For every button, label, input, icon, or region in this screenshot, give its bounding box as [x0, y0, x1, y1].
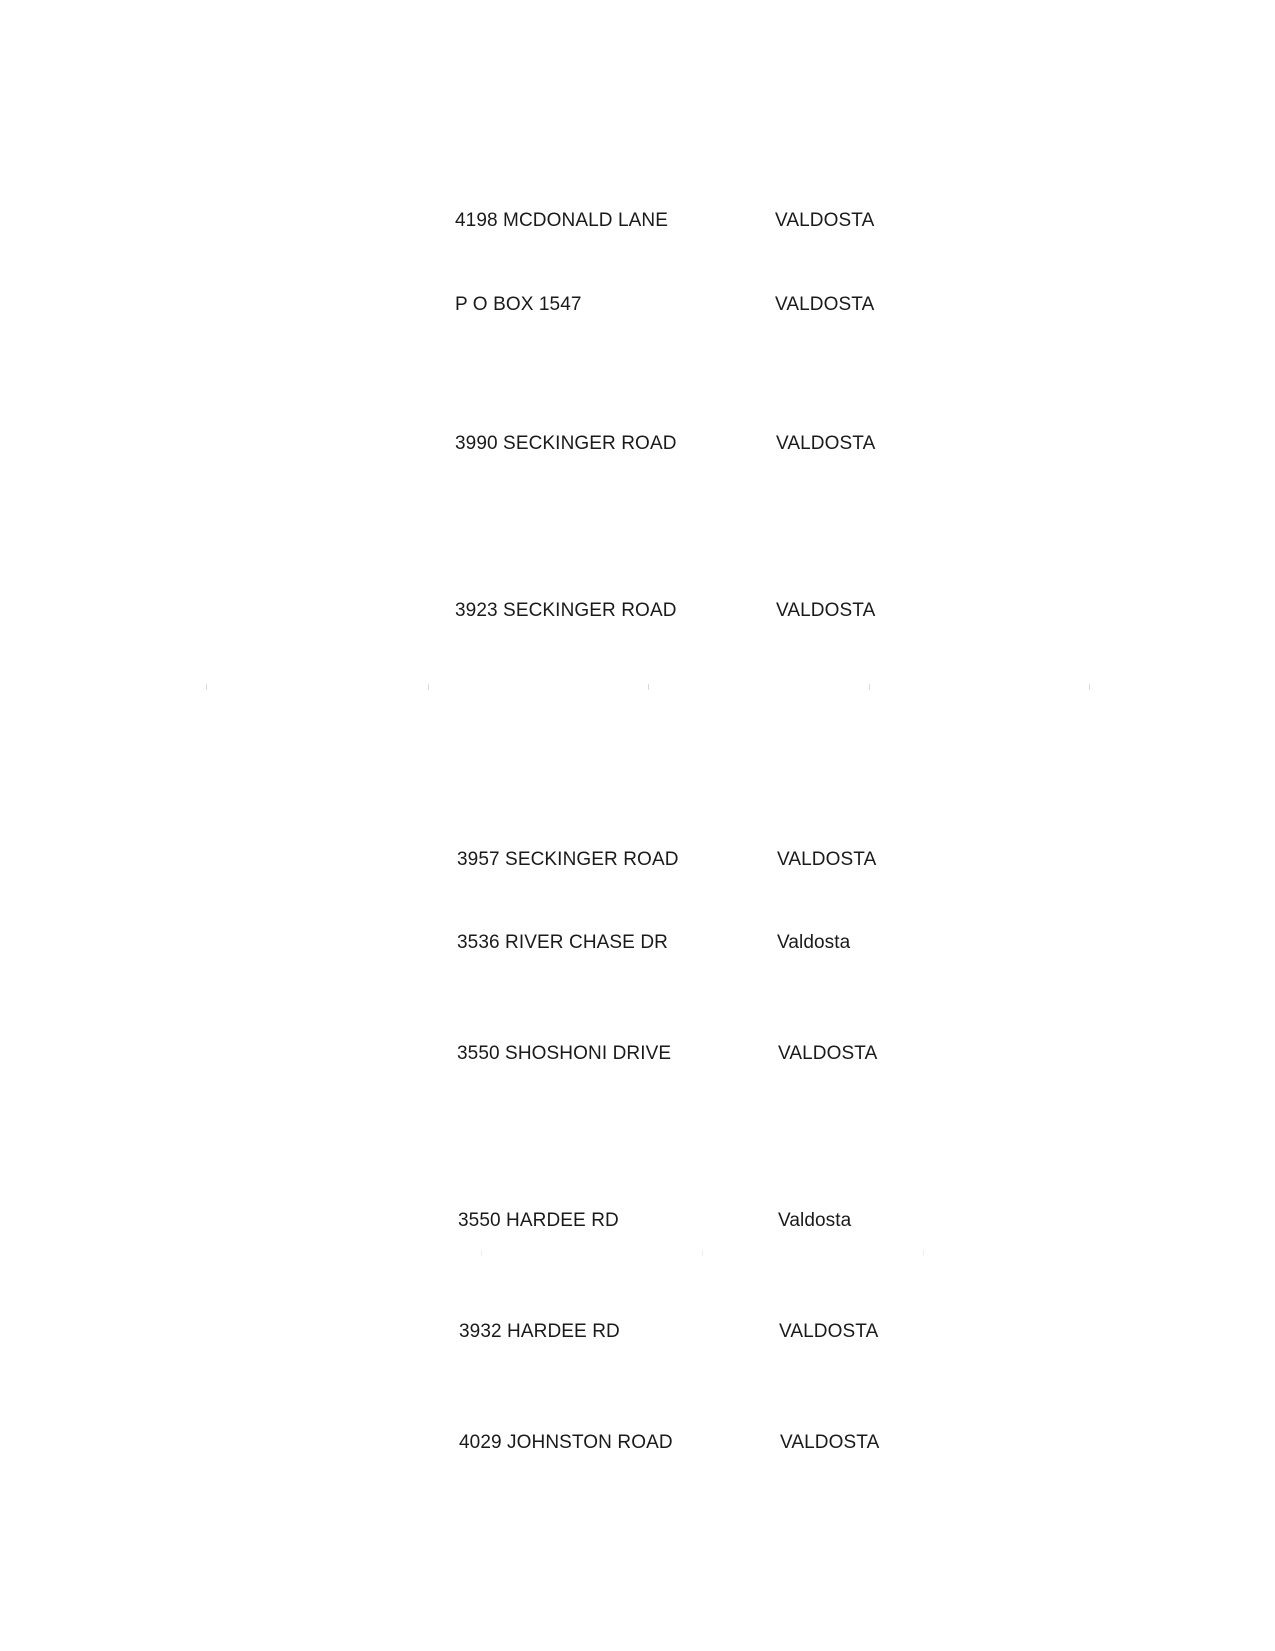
scan-speck	[869, 684, 870, 690]
address-row	[0, 1428, 1275, 1458]
street-address: 3550 SHOSHONI DRIVE	[457, 1043, 672, 1064]
address-row	[0, 1317, 1275, 1347]
city: VALDOSTA	[775, 210, 875, 231]
address-row	[0, 429, 1275, 459]
city: VALDOSTA	[776, 433, 876, 454]
scan-speck	[481, 1250, 482, 1256]
scan-speck	[702, 1250, 703, 1256]
address-row	[0, 1039, 1275, 1069]
street-address: 4029 JOHNSTON ROAD	[459, 1432, 673, 1453]
scan-speck	[428, 684, 429, 690]
street-address: 3932 HARDEE RD	[459, 1321, 620, 1342]
street-address: 3957 SECKINGER ROAD	[457, 849, 679, 870]
street-address: 3923 SECKINGER ROAD	[455, 600, 677, 621]
street-address: 4198 MCDONALD LANE	[455, 210, 668, 231]
address-row	[0, 290, 1275, 320]
street-address: 3550 HARDEE RD	[458, 1210, 619, 1231]
scan-speck	[1089, 684, 1090, 690]
scan-speck	[923, 1250, 924, 1256]
city: VALDOSTA	[777, 849, 877, 870]
city: Valdosta	[778, 1210, 852, 1231]
street-address: 3536 RIVER CHASE DR	[457, 932, 668, 953]
street-address: P O BOX 1547	[455, 294, 582, 315]
city: VALDOSTA	[775, 294, 875, 315]
city: VALDOSTA	[776, 600, 876, 621]
street-address: 3990 SECKINGER ROAD	[455, 433, 677, 454]
address-row	[0, 206, 1275, 236]
address-row	[0, 596, 1275, 626]
city: VALDOSTA	[779, 1321, 879, 1342]
address-row	[0, 845, 1275, 875]
scan-speck	[648, 684, 649, 690]
city: Valdosta	[777, 932, 851, 953]
scan-speck	[206, 684, 207, 690]
address-row	[0, 928, 1275, 958]
city: VALDOSTA	[778, 1043, 878, 1064]
city: VALDOSTA	[780, 1432, 880, 1453]
address-row	[0, 1206, 1275, 1236]
